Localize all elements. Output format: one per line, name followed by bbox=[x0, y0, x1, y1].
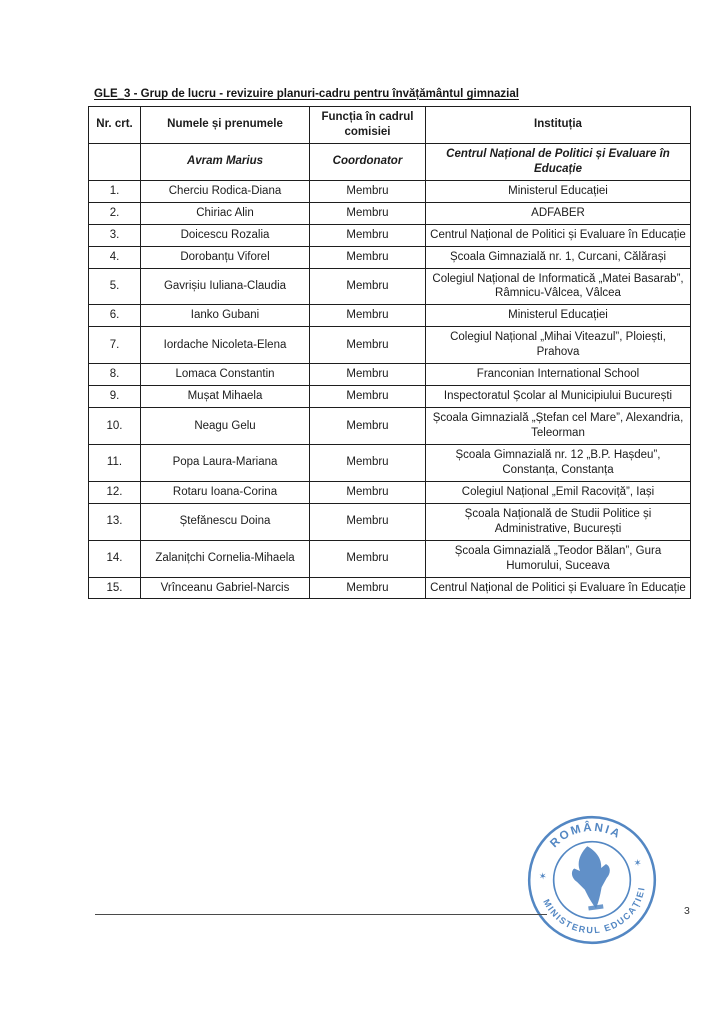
cell-nr: 14. bbox=[89, 540, 141, 577]
cell-nr: 12. bbox=[89, 481, 141, 503]
cell-institution: Școala Gimnazială „Teodor Bălan”, Gura Humorului, Suceava bbox=[426, 540, 691, 577]
cell-role: Membru bbox=[310, 503, 426, 540]
cell-name: Lomaca Constantin bbox=[141, 364, 310, 386]
table-row bbox=[89, 444, 691, 481]
coordinator-row bbox=[89, 143, 691, 180]
cell-name: Gavrișiu Iuliana-Claudia bbox=[141, 268, 310, 305]
cell-role: Membru bbox=[310, 180, 426, 202]
cell-nr: 11. bbox=[89, 444, 141, 481]
cell-institution: Școala Gimnazială „Ștefan cel Mare”, Alexandria, Teleorman bbox=[426, 408, 691, 445]
table-row bbox=[89, 408, 691, 445]
cell-nr: 8. bbox=[89, 364, 141, 386]
cell-nr: 5. bbox=[89, 268, 141, 305]
cell-nr: 2. bbox=[89, 202, 141, 224]
cell-name: Rotaru Ioana-Corina bbox=[141, 481, 310, 503]
header-name: Numele și prenumele bbox=[141, 107, 310, 144]
table-row bbox=[89, 180, 691, 202]
table-row bbox=[89, 577, 691, 599]
cell-role: Membru bbox=[310, 246, 426, 268]
table-row bbox=[89, 503, 691, 540]
cell-name: Neagu Gelu bbox=[141, 408, 310, 445]
cell-role: Membru bbox=[310, 408, 426, 445]
cell-nr: 3. bbox=[89, 224, 141, 246]
cell-name: Vrînceanu Gabriel-Narcis bbox=[141, 577, 310, 599]
cell-name: Ștefănescu Doina bbox=[141, 503, 310, 540]
cell-role: Membru bbox=[310, 386, 426, 408]
cell-institution: Școala Gimnazială nr. 12 „B.P. Hașdeu”, Constanța, Constanța bbox=[426, 444, 691, 481]
header-nr: Nr. crt. bbox=[89, 107, 141, 144]
members-table bbox=[88, 106, 691, 599]
signature-line bbox=[95, 914, 547, 915]
ministry-stamp bbox=[517, 805, 666, 954]
cell-institution: Centrul Național de Politici și Evaluare în Educație bbox=[426, 143, 691, 180]
cell-nr: 15. bbox=[89, 577, 141, 599]
stamp-ministry-text: MINISTERUL EDUCAȚIEI bbox=[541, 885, 647, 936]
cell-role: Membru bbox=[310, 540, 426, 577]
cell-role: Membru bbox=[310, 202, 426, 224]
cell-institution: Școala Gimnazială nr. 1, Curcani, Călărași bbox=[426, 246, 691, 268]
cell-nr: 9. bbox=[89, 386, 141, 408]
cell-institution: Colegiul Național de Informatică „Matei Basarab”, Râmnicu-Vâlcea, Vâlcea bbox=[426, 268, 691, 305]
stamp-graphic bbox=[517, 805, 666, 954]
cell-nr: 7. bbox=[89, 327, 141, 364]
working-group-table bbox=[88, 106, 690, 599]
table-row bbox=[89, 246, 691, 268]
cell-name: Dorobanțu Viforel bbox=[141, 246, 310, 268]
cell-institution: Ministerul Educației bbox=[426, 180, 691, 202]
page-number: 3 bbox=[684, 905, 690, 917]
cell-name: Mușat Mihaela bbox=[141, 386, 310, 408]
cell-role: Membru bbox=[310, 577, 426, 599]
header-role: Funcția în cadrul comisiei bbox=[310, 107, 426, 144]
document-title: GLE_3 - Grup de lucru - revizuire planuri-cadru pentru învățământul gimnazial bbox=[94, 88, 519, 100]
table-row bbox=[89, 481, 691, 503]
cell-nr: 4. bbox=[89, 246, 141, 268]
table-row bbox=[89, 364, 691, 386]
cell-name: Ianko Gubani bbox=[141, 305, 310, 327]
cell-role: Membru bbox=[310, 268, 426, 305]
table-row bbox=[89, 268, 691, 305]
cell-name: Chiriac Alin bbox=[141, 202, 310, 224]
cell-name: Cherciu Rodica-Diana bbox=[141, 180, 310, 202]
header-institution: Instituția bbox=[426, 107, 691, 144]
cell-role: Membru bbox=[310, 305, 426, 327]
cell-institution: Școala Națională de Studii Politice și Administrative, București bbox=[426, 503, 691, 540]
cell-institution: Inspectoratul Școlar al Municipiului București bbox=[426, 386, 691, 408]
cell-role: Membru bbox=[310, 444, 426, 481]
cell-role: Membru bbox=[310, 224, 426, 246]
cell-institution: Franconian International School bbox=[426, 364, 691, 386]
stamp-star-left-icon: ✶ bbox=[538, 870, 548, 883]
table-row bbox=[89, 327, 691, 364]
cell-institution: Centrul Național de Politici și Evaluare în Educație bbox=[426, 577, 691, 599]
cell-role: Membru bbox=[310, 481, 426, 503]
cell-nr: 13. bbox=[89, 503, 141, 540]
cell-nr: 6. bbox=[89, 305, 141, 327]
table-row bbox=[89, 202, 691, 224]
cell-institution: Centrul Național de Politici și Evaluare în Educație bbox=[426, 224, 691, 246]
cell-role: Membru bbox=[310, 364, 426, 386]
table-row bbox=[89, 224, 691, 246]
cell-name: Avram Marius bbox=[141, 143, 310, 180]
coat-of-arms-icon bbox=[568, 844, 614, 911]
cell-role: Coordonator bbox=[310, 143, 426, 180]
table-header-row bbox=[89, 107, 691, 144]
cell-name: Zalanițchi Cornelia-Mihaela bbox=[141, 540, 310, 577]
cell-institution: Colegiul Național „Mihai Viteazul”, Ploiești, Prahova bbox=[426, 327, 691, 364]
cell-nr: 1. bbox=[89, 180, 141, 202]
cell-nr bbox=[89, 143, 141, 180]
table-row bbox=[89, 305, 691, 327]
cell-nr: 10. bbox=[89, 408, 141, 445]
stamp-country-text: ROMÂNIA bbox=[547, 820, 624, 851]
table-row bbox=[89, 540, 691, 577]
cell-name: Doicescu Rozalia bbox=[141, 224, 310, 246]
table-row bbox=[89, 386, 691, 408]
stamp-star-right-icon: ✶ bbox=[633, 857, 643, 870]
cell-institution: Colegiul Național „Emil Racoviță”, Iași bbox=[426, 481, 691, 503]
table-body bbox=[89, 143, 691, 599]
cell-name: Popa Laura-Mariana bbox=[141, 444, 310, 481]
cell-role: Membru bbox=[310, 327, 426, 364]
cell-institution: ADFABER bbox=[426, 202, 691, 224]
cell-name: Iordache Nicoleta-Elena bbox=[141, 327, 310, 364]
cell-institution: Ministerul Educației bbox=[426, 305, 691, 327]
